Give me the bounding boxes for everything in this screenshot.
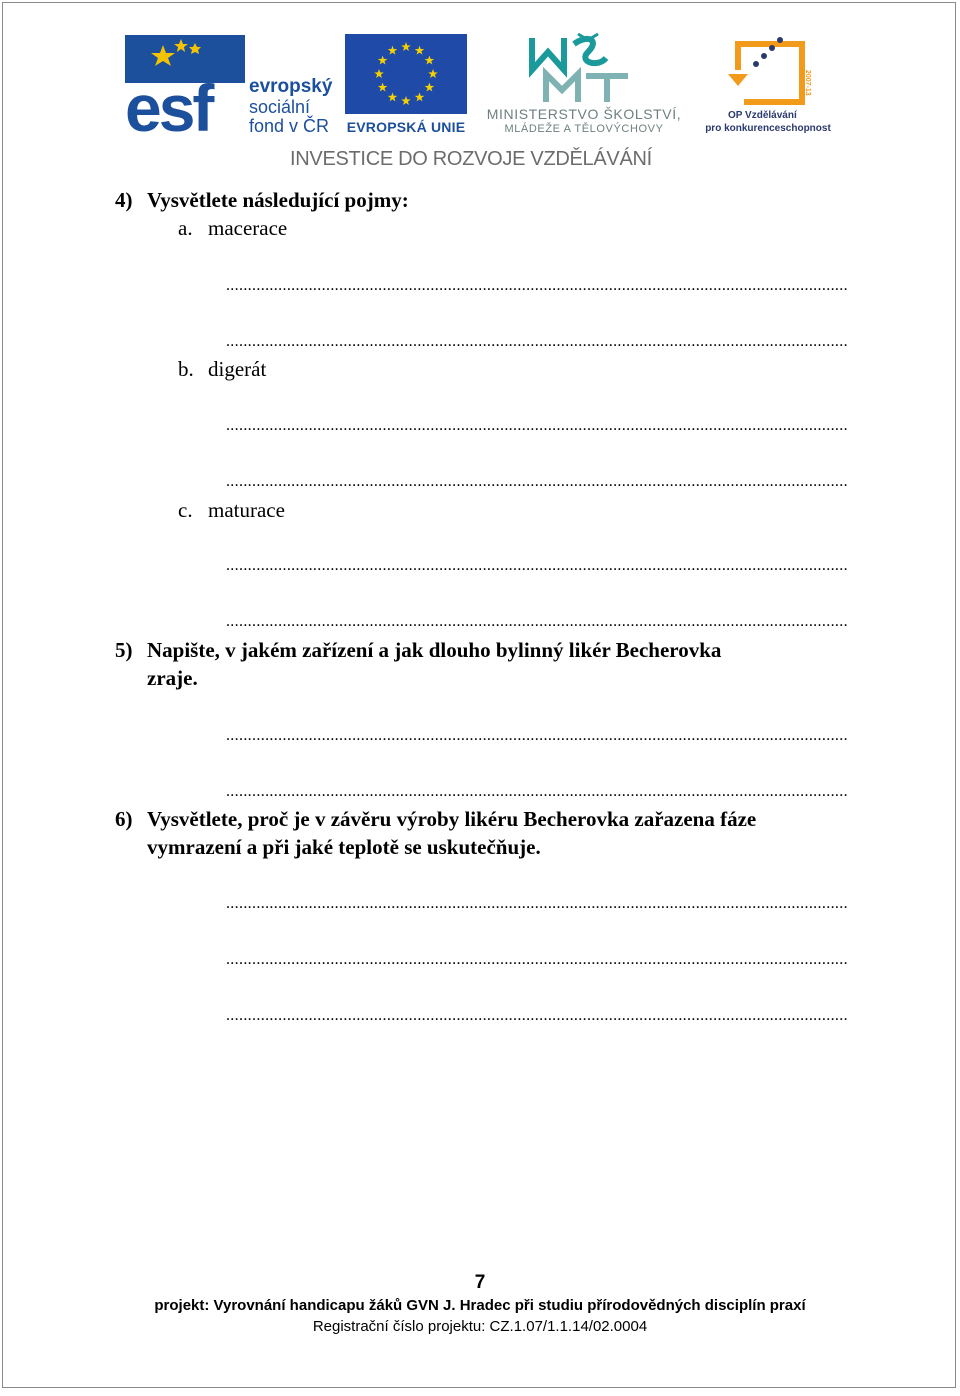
question-5-line1: Napište, v jakém zařízení a jak dlouho bylinný likér Becherovka (147, 638, 722, 662)
item-c-term: maturace (208, 498, 285, 522)
question-6-line1: Vysvětlete, proč je v závěru výroby likéru Becherovka zařazena fáze (147, 807, 757, 831)
answer-line-5-1: ............................................................................................................................................... (225, 728, 848, 744)
item-b (178, 355, 266, 383)
question-6-number: 6) (115, 807, 133, 831)
item-a-term: macerace (208, 216, 288, 240)
question-4 (115, 186, 409, 214)
item-a-letter: a. (178, 216, 193, 240)
question-4-number: 4) (115, 188, 133, 212)
answer-line-5-2: ............................................................................................................................................... (225, 784, 848, 800)
footer-project: projekt: Vyrovnání handicapu žáků GVN J. Hradec při studiu přírodovědných disciplín praxí (154, 1297, 806, 1314)
question-5-cont: zraje. (147, 666, 198, 690)
answer-line-6-1: ............................................................................................................................................... (225, 896, 848, 912)
question-5-number: 5) (115, 638, 133, 662)
question-5 (115, 636, 721, 664)
op-years: 2007-13 (804, 70, 811, 96)
msmt-logo (478, 30, 690, 136)
op-emblem-icon (698, 30, 838, 110)
answer-line-4c-2: ............................................................................................................................................... (225, 614, 848, 630)
esf-line3: fond v ČR (249, 116, 330, 136)
esf-line1: evropský (249, 76, 333, 97)
msmt-line2: MLÁDEŽE A TĚLOVÝCHOVY (504, 123, 664, 135)
op-line2: pro konkurenceschopnost (705, 123, 831, 134)
question-6-cont: vymrazení a při jaké teplotě se uskutečňuje. (147, 835, 541, 859)
esf-logo (125, 33, 337, 135)
banner-investice: INVESTICE DO ROZVOJE VZDĚLÁVÁNÍ (290, 148, 652, 170)
answer-line-4c-1: ............................................................................................................................................... (225, 558, 848, 574)
answer-line-6-2: ............................................................................................................................................... (225, 952, 848, 968)
op-logo (698, 30, 838, 136)
msmt-line1: MINISTERSTVO ŠKOLSTVÍ, (486, 106, 682, 122)
question-6 (115, 805, 756, 833)
answer-line-4a-2: ............................................................................................................................................... (225, 334, 848, 350)
answer-line-4a-1: ............................................................................................................................................... (225, 278, 848, 294)
item-a (178, 214, 287, 242)
eu-logo (345, 34, 467, 136)
svg-text:esf: esf (125, 71, 212, 135)
op-line1: OP Vzdělávání (728, 110, 797, 121)
question-4-text: Vysvětlete následující pojmy: (147, 188, 409, 212)
eu-label: EVROPSKÁ UNIE (346, 119, 466, 135)
page-number: 7 (474, 1272, 486, 1293)
eu-flag-icon (345, 34, 467, 114)
item-b-letter: b. (178, 357, 194, 381)
item-c (178, 496, 285, 524)
answer-line-6-3: ............................................................................................................................................... (225, 1008, 848, 1024)
msmt-emblem-icon (478, 30, 690, 106)
answer-line-4b-1: ............................................................................................................................................... (225, 418, 848, 434)
footer-registration: Registrační číslo projektu: CZ.1.07/1.1.14/02.0004 (312, 1318, 648, 1335)
item-c-letter: c. (178, 498, 193, 522)
esf-line2: sociální (249, 97, 311, 117)
answer-line-4b-2: ............................................................................................................................................... (225, 474, 848, 490)
item-b-term: digerát (208, 357, 267, 381)
esf-emblem-icon (125, 33, 245, 135)
